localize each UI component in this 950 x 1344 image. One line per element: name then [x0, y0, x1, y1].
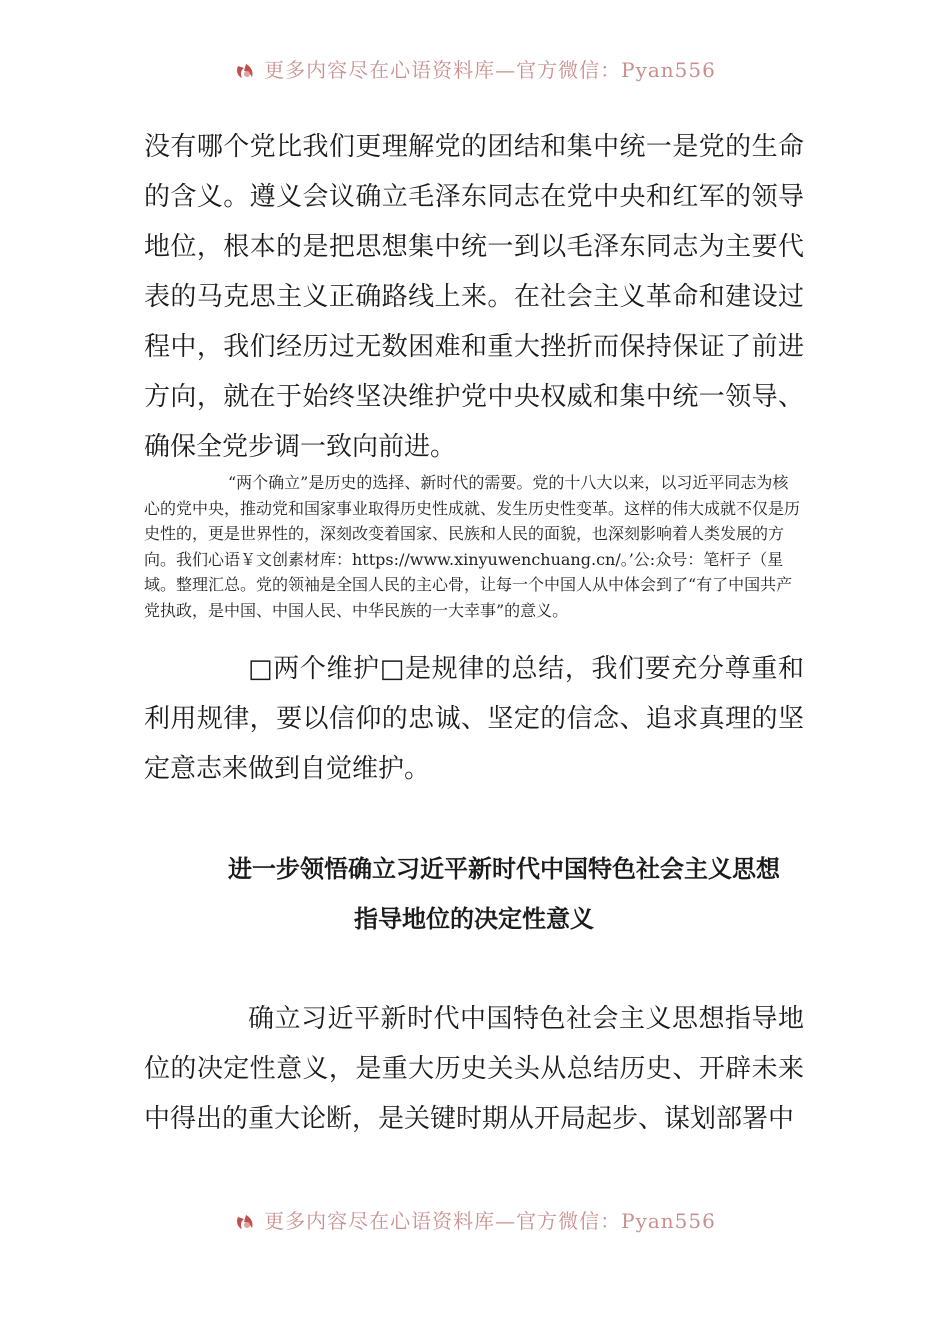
watermark-text: 更多内容尽在心语资料库—官方微信：Pyan556 [264, 58, 716, 82]
header-watermark [0, 52, 950, 82]
wx-logo-icon [234, 62, 258, 82]
footer-watermark [0, 1203, 950, 1233]
section-heading-line-2: 指导地位的决定性意义 [354, 905, 594, 933]
watermark-text: 更多内容尽在心语资料库—官方微信：Pyan556 [264, 1209, 716, 1233]
section-heading [144, 844, 804, 944]
wx-logo-icon [234, 1213, 258, 1233]
paragraph-2: “两个确立”是历史的选择、新时代的需要。党的十八大以来，以习近平同志为核心的党中央，推动党和国家事业取得历史性成就、发生历史性变革。这样的伟大成就不仅是历史性的，更是世界性的，深刻改变着国家、民族和人民的面貌，也深刻影响着人类发展的方向。我们心语￥文创素材库：https://www.xinyuwenchuang.cn/。’公:众号：笔杆子（星域。整理汇总。党的领袖是全国人民的主心骨，让每一个中国人从中体会到了“有了中国共产党执政，是中国、中国人民、中华民族的一大幸事”的意义。 [144, 473, 801, 620]
paragraph-4: 确立习近平新时代中国特色社会主义思想指导地位的决定性意义，是重大历史关头从总结历史、开辟未来中得出的重大论断，是关键时期从开局起步、谋划部署中 [144, 1004, 804, 1134]
paragraph-3: □两个维护□是规律的总结，我们要充分尊重和利用规律，要以信仰的忠诚、坚定的信念、追求真理的坚定意志来做到自觉维护。 [144, 654, 804, 784]
paragraph-1: 没有哪个党比我们更理解党的团结和集中统一是党的生命的含义。遵义会议确立毛泽东同志在党中央和红军的领导地位，根本的是把思想集中统一到以毛泽东同志为主要代表的马克思主义正确路线上来。在社会主义革命和建设过程中，我们经历过无数困难和重大挫折而保持保证了前进方向，就在于始终坚决维护党中央权威和集中统一领导、确保全党步调一致向前进。 [144, 132, 804, 462]
section-heading-line-1: 进一步领悟确立习近平新时代中国特色社会主义思想 [228, 855, 780, 883]
